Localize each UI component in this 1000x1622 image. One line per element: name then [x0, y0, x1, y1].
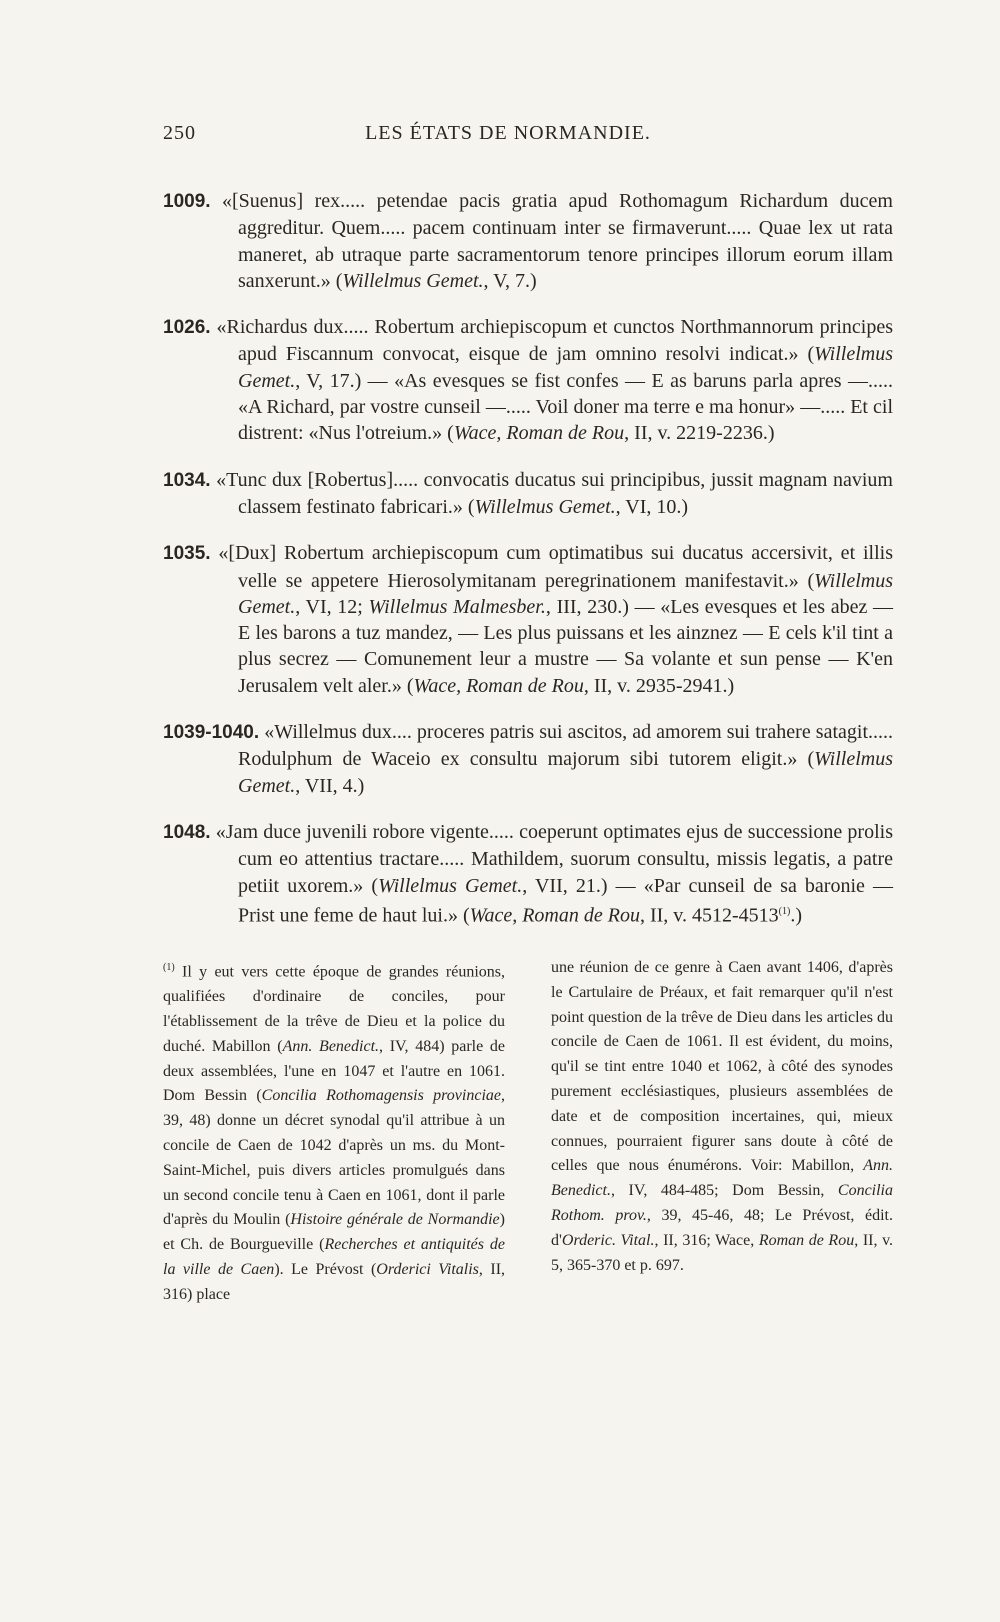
entry-text: , II, v. 2219-2236.)	[624, 422, 775, 445]
source-citation: Willelmus Gemet.	[238, 569, 893, 618]
entry-text: «Tunc dux [Robertus]..... convocatis ducatus sui principibus, jussit magnam navium classem festinato fabricari.» (	[210, 468, 893, 518]
entry-1039-1040	[163, 719, 893, 799]
footnote-marker: (1)	[163, 962, 175, 973]
footnote-text: ) et Ch. de Bourgueville (	[163, 1211, 505, 1254]
entry-year: 1048.	[163, 821, 211, 843]
entry-1026	[163, 314, 893, 446]
footnote-text: , IV, 484) parle de deux assemblées, l'une en 1047 et l'autre en 1061. Dom Bessin (	[163, 1037, 505, 1105]
entry-text: «[Suenus] rex..... petendae pacis gratia apud Rothomagum Richardum ducem aggreditur. Quem..... pacem continuam inter se firmaverunt..... Quae lex ut rata maneret, ab utraque parte sacramentorum tenore principes illorum eorum illam sanxerunt.» (	[210, 190, 893, 292]
entry-text: , III, 230.) — «Les evesques et les abez — E les barons a tuz mandez, — Les plus puissans et les ainznez — E cels k'il tint a plus secrez — Comunement leur a mustre — Sa volante et sun pense — K'en Jerusalem velt aler.» (	[238, 595, 893, 697]
entry-1048	[163, 819, 893, 929]
source-citation: Willelmus Gemet.	[238, 748, 893, 797]
entry-1035	[163, 540, 893, 699]
entry-text: , VII, 21.) — «Par cunseil de sa baronie — Prist une feme de haut lui.» (	[238, 874, 893, 927]
footnote-citation: Ann. Benedict.	[282, 1037, 380, 1055]
entry-year: 1009.	[163, 191, 211, 212]
footnote-citation: Ann. Benedict.	[551, 1157, 893, 1200]
footnote-column-left	[163, 956, 505, 1307]
footnote-column-right	[551, 956, 893, 1307]
page-number: 250	[163, 122, 196, 144]
source-citation: Wace, Roman de Rou	[469, 904, 640, 927]
entry-text: , VI, 12;	[295, 595, 369, 618]
footnote-text: une réunion de ce genre à Caen avant 1406, d'après le Cartulaire de Préaux, et fait remarquer qu'il n'est point question de la trêve de Dieu dans les articles du concile de Caen de 1061. Il est évident, du moins, qu'il se tint entre 1040 et 1062, à côté des synodes purement ecclésiastiques, plusieurs assemblées de date et de composition incertaines, qui, mieux connues, pourraient figurer sans doute à côté de celles que nous énumérons. Voir: Mabillon,	[551, 959, 893, 1175]
entry-text: «Richardus dux..... Robertum archiepiscopum et cunctos Northmannorum principes apud Fiscannum convocat, eisque de jam omnino resolvi indicat.» (	[210, 316, 893, 366]
footnote-citation: Concilia Rothomagensis provinciae	[261, 1087, 501, 1105]
entry-text: «Willelmus dux.... proceres patris sui ascitos, ad amorem sui trahere satagit..... Rodulphum de Waceio ex consultu majorum sibi tutorem eligit.» (	[238, 721, 893, 771]
source-citation: Willelmus Malmesber.	[368, 595, 546, 618]
entry-1009	[163, 188, 893, 294]
source-citation: Wace, Roman de Rou	[453, 422, 625, 445]
footnote-text: , IV, 484-485; Dom Bessin,	[610, 1182, 838, 1200]
entry-year: 1039-1040.	[163, 722, 260, 744]
entry-year: 1035.	[163, 543, 211, 565]
footnote-text: ). Le Prévost (	[274, 1260, 377, 1278]
footnote-citation: Orderici Vitalis	[376, 1260, 479, 1278]
footnote-text: Il y eut vers cette époque de grandes réunions, qualifiées d'ordinaire de conciles, pour l'établissement de la trêve de Dieu et la police du duché. Mabillon (	[163, 963, 505, 1055]
page-title: LES ÉTATS DE NORMANDIE.	[365, 122, 651, 144]
footnote-citation: Roman de Rou	[758, 1231, 855, 1249]
entry-1034	[163, 467, 893, 521]
source-citation: Wace, Roman de Rou	[413, 674, 584, 697]
chronicle-entries	[163, 168, 893, 934]
entry-text: , VII, 4.)	[295, 774, 365, 797]
entry-text: , II, v. 4512-4513	[639, 904, 779, 927]
entry-year: 1026.	[163, 317, 211, 339]
footnote-citation: Orderic. Vital.	[561, 1231, 655, 1249]
entry-text: «Jam duce juvenili robore vigente..... coeperunt optimates ejus de successione prolis cum eo attentius tractare..... Mathildem, suorum consultu, missis legatis, a patre petiit uxorem.» (	[210, 820, 893, 897]
footnotes	[163, 956, 893, 1307]
footnote-text: , 39, 48) donne un décret synodal qu'il attribue à un concile de Caen de 1042 d'après un ms. du Mont-Saint-Michel, puis divers articles promulgués dans un second concile tenu à Caen en 1061, dont il parle d'après du Moulin (	[163, 1087, 505, 1229]
source-citation: Willelmus Gemet.	[474, 495, 616, 518]
footnote-citation: Concilia Rothom. prov.	[551, 1182, 893, 1224]
entry-text: , II, v. 2935-2941.)	[583, 674, 735, 697]
footnote-reference[interactable]: (1)	[778, 905, 791, 917]
footnote-citation: Recherches et antiquités de la ville de Caen	[163, 1236, 505, 1278]
source-citation: Willelmus Gemet.	[378, 874, 523, 897]
footnote-citation: Histoire générale de Normandie	[290, 1211, 500, 1229]
footnote-text: , II, v. 5, 365-370 et p. 697.	[551, 1231, 894, 1274]
footnote-text: , II, 316) place	[163, 1260, 506, 1303]
entry-text: .)	[790, 904, 802, 927]
entry-text: , V, 17.) — «As evesques se fist confes — E as baruns parla apres —..... «A Richard, par vostre cunseil —..... Voil doner ma terre e ma honur» —..... Et cil distrent: «Nus l'otreium.» (	[238, 369, 893, 445]
entry-text: «[Dux] Robertum archiepiscopum cum optimatibus sui ducatus accersivit, et illis velle se appetere Hierosolymitanam peregrinationem manifestavit.» (	[210, 542, 893, 592]
source-citation: Willelmus Gemet.	[238, 343, 893, 392]
footnote-text: , 39, 45-46, 48; Le Prévost, édit. d'	[551, 1206, 894, 1249]
entry-year: 1034.	[163, 469, 211, 491]
source-citation: Willelmus Gemet.	[342, 269, 484, 292]
footnote-text: , II, 316; Wace,	[654, 1231, 759, 1249]
entry-text: , VI, 10.)	[615, 495, 689, 518]
entry-text: , V, 7.)	[483, 269, 537, 292]
